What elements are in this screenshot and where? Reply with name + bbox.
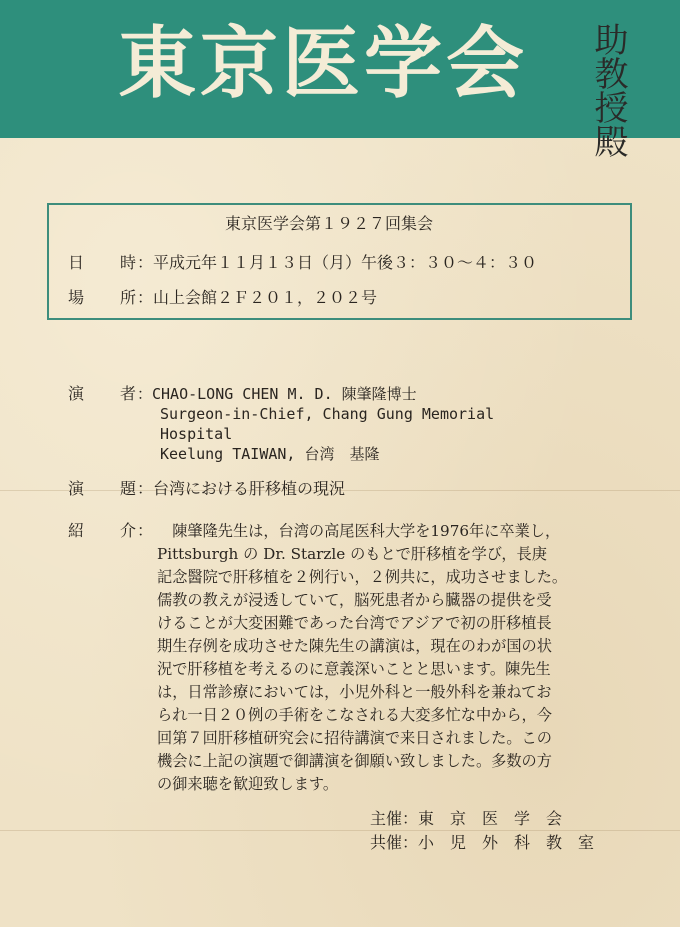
intro-line: 期生存例を成功させた陳先生の講演は，現在のわが国の状 (157, 637, 552, 655)
lecture-topic: ：台湾における肝移植の現況 (137, 479, 346, 498)
intro-colon: ： (137, 521, 154, 540)
cohost-organizer: 共催：小 児 外 科 教 室 (370, 833, 595, 852)
speaker-label-2: 者 (120, 384, 137, 403)
place-label-1: 場 (68, 288, 85, 307)
host-organizer: 主催：東 京 医 学 会 (370, 809, 563, 828)
speaker-label-1: 演 (68, 384, 85, 403)
meeting-title: 東京医学会第１９２７回集会 (225, 214, 434, 233)
intro-line: 機会に上記の演題で御講演を御願い致しました。多数の方 (157, 752, 552, 770)
speaker-hospital: Hospital (160, 425, 233, 443)
intro-label-2: 介 (120, 521, 137, 540)
meeting-date: ：平成元年１１月１３日（月）午後３：３０〜４：３０ (137, 253, 538, 272)
place-label-2: 所 (120, 288, 137, 307)
date-label-2: 時 (120, 253, 137, 272)
organization-title: 東京医学会 (118, 19, 529, 109)
speaker-location: Keelung TAIWAN, 台湾 基隆 (160, 445, 380, 463)
intro-line: は，日常診療においては，小児外科と一般外科を兼ねてお (157, 683, 552, 701)
intro-line: 回第７回肝移植研究会に招待講演で来日されました。この (157, 729, 552, 747)
intro-line: けることが大変困難であった台湾でアジアで初の肝移植長 (157, 614, 552, 632)
meeting-place: ：山上会館２Ｆ２０１，２０２号 (137, 288, 378, 307)
intro-line: 儒教の教えが浸透していて，脳死患者から臓器の提供を受 (157, 591, 552, 609)
intro-line: られ一日２０例の手術をこなされる大変多忙な中から，今 (157, 706, 552, 724)
intro-line: 記念醫院で肝移植を２例行い，２例共に，成功させました。 (157, 568, 568, 586)
date-label-1: 日 (68, 253, 85, 272)
fold-crease (0, 830, 680, 831)
intro-line: Pittsburgh の Dr. Starzle のもとで肝移植を学び，長庚 (157, 545, 547, 563)
topic-label-1: 演 (68, 479, 85, 498)
intro-label-1: 紹 (68, 521, 85, 540)
recipient-stamp: 助教授殿 (588, 22, 628, 158)
speaker-title: Surgeon-in-Chief, Chang Gung Memorial (160, 405, 495, 423)
intro-line: 陳肇隆先生は，台湾の高尾医科大学を1976年に卒業し， (157, 522, 561, 540)
speaker-name: ：CHAO-LONG CHEN M. D. 陳肇隆博士 (137, 385, 417, 403)
intro-line: の御来聴を歓迎致します。 (157, 775, 339, 793)
intro-line: 況で肝移植を考えるのに意義深いことと思います。陳先生 (157, 660, 551, 678)
topic-label-2: 題 (120, 479, 137, 498)
